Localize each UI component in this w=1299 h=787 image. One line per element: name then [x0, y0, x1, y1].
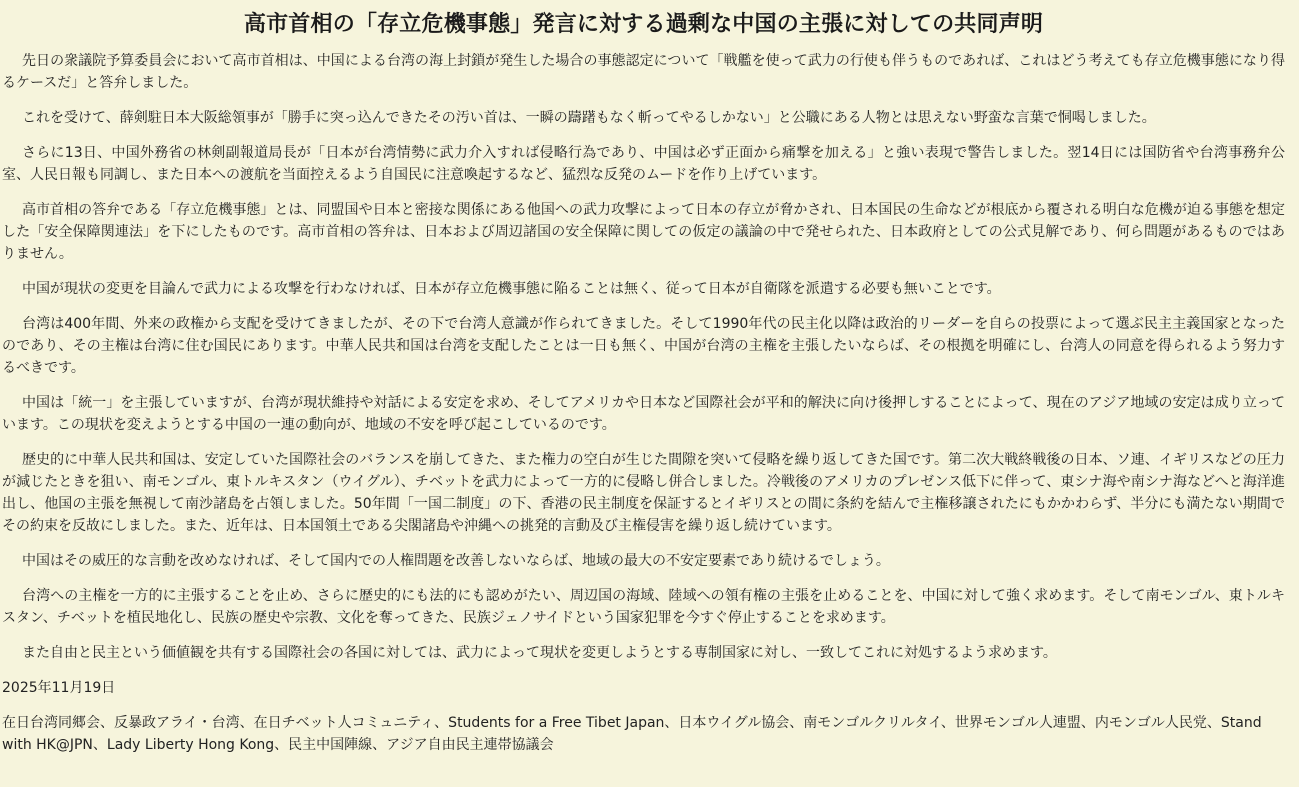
paragraph-11: また自由と民主という価値観を共有する国際社会の各国に対しては、武力によって現状を変更しようとする専制国家に対し、一致してこれに対処するよう求めます。	[22, 644, 1057, 661]
signatories-list: 在日台湾同郷会、反暴政アライ・台湾、在日チベット人コミュニティ、Students for a Free Tibet Japan、日本ウイグル協会、南モンゴルクリルタイ、世界モンゴル人連盟、内モンゴル人民党、Stand with HK@JPN、Lady Liberty Hong Kong、民主中国陣線、アジア自由民主連帯協議会	[2, 714, 1262, 753]
paragraph-9: 中国はその威圧的な言動を改めなければ、そして国内での人権問題を改善しないならば、地域の最大の不安定要素であり続けるでしょう。	[22, 552, 890, 569]
statement-title: 高市首相の「存立危機事態」発言に対する過剰な中国の主張に対しての共同声明	[243, 12, 1044, 37]
paragraph-2: これを受けて、薛剣駐日本大阪総領事が「勝手に突っ込んできたその汚い首は、一瞬の躊躇もなく斬ってやるしかない」と公職にある人物とは思えない野蛮な言葉で恫喝しました。	[22, 109, 1156, 126]
paragraph-10: 台湾への主権を一方的に主張することを止め、さらに歴史的にも法的にも認めがたい、周辺国の海域、陸域への領有権の主張を止めることを、中国に対して強く求めます。そして南モンゴル、東トルキスタン、チベットを植民地化し、民族の歴史や宗教、文化を奪ってきた、民族ジェノサイドという国家犯罪を今すぐ停止することを求めます。	[2, 587, 1285, 626]
paragraph-4: 高市首相の答弁である「存立危機事態」とは、同盟国や日本と密接な関係にある他国への武力攻撃によって日本の存立が脅かされ、日本国民の生命などが根底から覆される明白な危機が迫る事態を想定した「安全保障関連法」を下にしたものです。高市首相の答弁は、日本および周辺諸国の安全保障に関しての仮定の議論の中で発せられた、日本政府としての公式見解であり、何ら問題があるものではありません。	[2, 201, 1285, 262]
paragraph-8: 歴史的に中華人民共和国は、安定していた国際社会のバランスを崩してきた、また権力の空白が生じた間隙を突いて侵略を繰り返してきた国です。第二次大戦終戦後の日本、ソ連、イギリスなどの圧力が減じたときを狙い、南モンゴル、東トルキスタン（ウイグル）、チベットを武力によって一方的に侵略し併合しました。冷戦後のアメリカのプレゼンス低下に伴って、東シナ海や南シナ海などへと海洋進出し、他国の主張を無視して南沙諸島を占領しました。50年間「一国二制度」の下、香港の民主制度を保証するとイギリスとの間に条約を結んで主権移譲されたにもかかわらず、半分にも満たない期間でその約束を反故にしました。また、近年は、日本国領土である尖閣諸島や沖縄への挑発的言動及び主権侵害を繰り返し続けています。	[2, 451, 1285, 534]
paragraph-7: 中国は「統一」を主張していますが、台湾が現状維持や対話による安定を求め、そしてアメリカや日本など国際社会が平和的解決に向け後押しすることによって、現在のアジア地域の安定は成り立っています。この現状を変えようとする中国の一連の動向が、地域の不安を呼び起こしているのです。	[2, 394, 1285, 433]
paragraph-5: 中国が現状の変更を目論んで武力による攻撃を行わなければ、日本が存立危機事態に陥ることは無く、従って日本が自衛隊を派遣する必要も無いことです。	[22, 280, 1001, 297]
paragraph-3: さらに13日、中国外務省の林剣副報道局長が「日本が台湾情勢に武力介入すれば侵略行為であり、中国は必ず正面から痛撃を加える」と強い表現で警告しました。翌14日には国防省や台湾事務弁公室、人民日報も同調し、また日本への渡航を当面控えるよう自国民に注意喚起するなど、猛烈な反発のムードを作り上げています。	[2, 144, 1285, 183]
paragraph-1: 先日の衆議院予算委員会において高市首相は、中国による台湾の海上封鎖が発生した場合の事態認定について「戦艦を使って武力の行使も伴うものであれば、これはどう考えても存立危機事態になり得るケースだ」と答弁しました。	[2, 52, 1285, 91]
paragraph-6: 台湾は400年間、外来の政権から支配を受けてきましたが、その下で台湾人意識が作られてきました。そして1990年代の民主化以降は政治的リーダーを自らの投票によって選ぶ民主主義国家となったのであり、その主権は台湾に住む国民にあります。中華人民共和国は台湾を支配したことは一日も無く、中国が台湾の主権を主張したいならば、その根拠を明確にし、台湾人の同意を得られるよう努力するべきです。	[2, 315, 1285, 376]
statement-date: 2025年11月19日	[2, 679, 116, 696]
